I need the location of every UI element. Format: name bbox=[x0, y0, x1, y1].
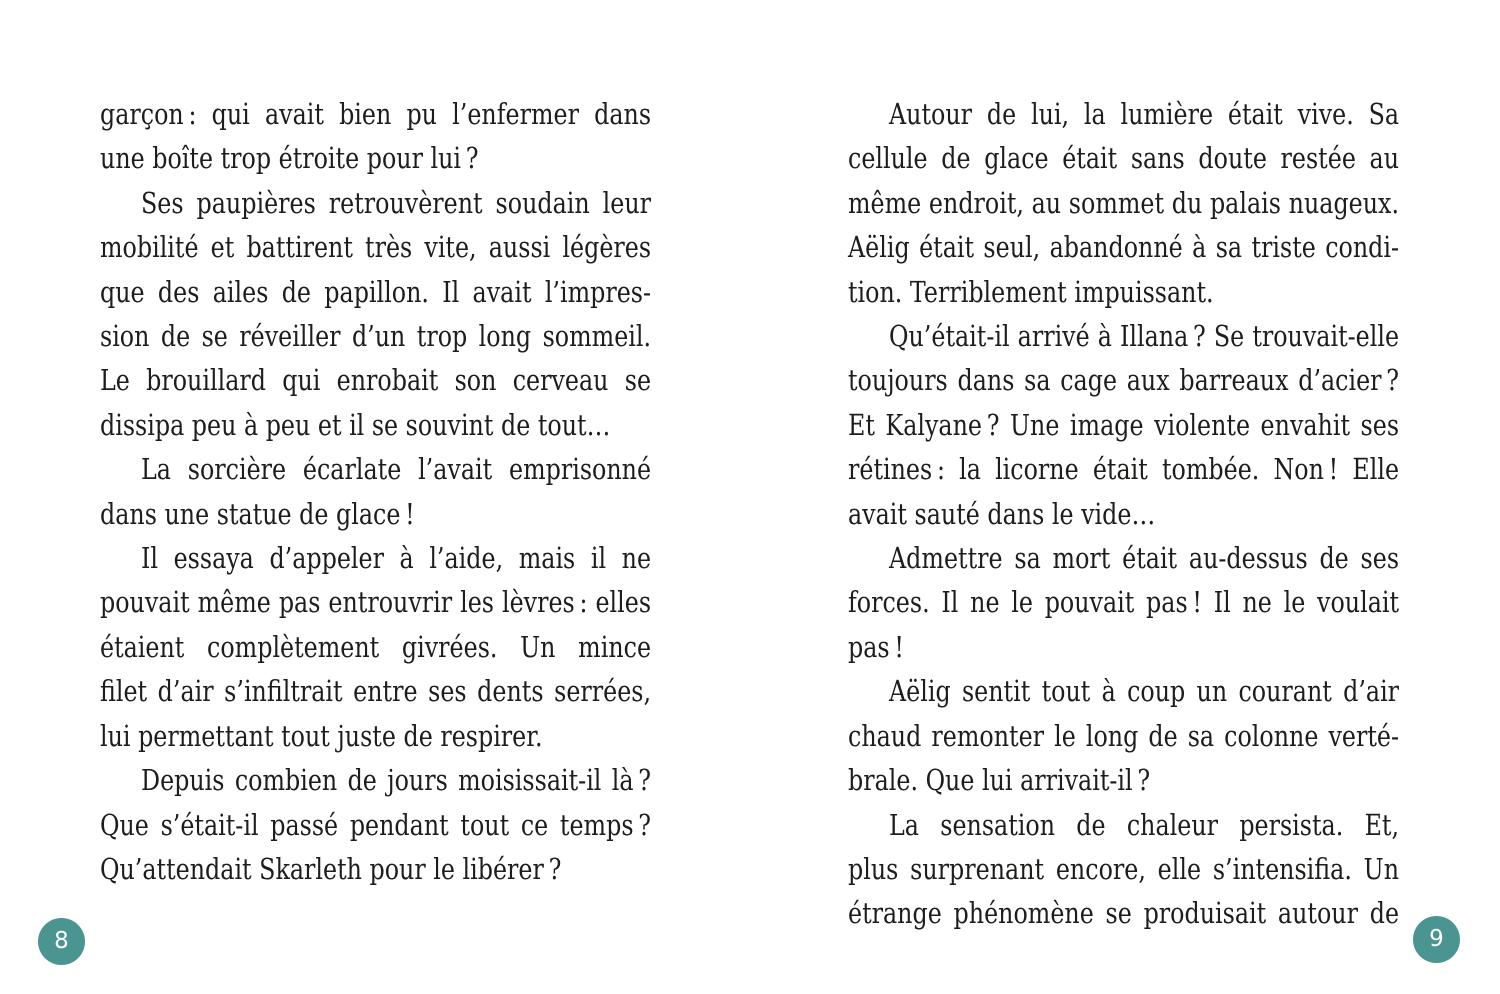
text-line: Qu’était-il arrivé à Illana ? Se trouvait-elle bbox=[889, 319, 1400, 354]
text-line: Et Kalyane ? Une image violente envahit ses bbox=[848, 407, 1400, 442]
text-line: lui permettant tout juste de respirer. bbox=[100, 718, 543, 753]
text-line: dissipa peu à peu et il se souvint de tout… bbox=[100, 407, 611, 442]
text-line: Le brouillard qui enrobait son cerveau se bbox=[100, 363, 652, 398]
text-line: forces. Il ne le pouvait pas ! Il ne le voulait pas ! bbox=[848, 585, 1400, 664]
page-number-badge-right: 9 bbox=[1413, 916, 1460, 963]
text-line: que des ailes de papillon. Il avait l’impres- bbox=[100, 274, 652, 309]
text-line: brale. Que lui arrivait-il ? bbox=[848, 763, 1151, 798]
text-line: La sensation de chaleur persista. Et, bbox=[889, 807, 1400, 842]
text-line: Depuis combien de jours moisissait-il là ? bbox=[141, 763, 652, 798]
text-line: filet d’air s’infiltrait entre ses dents serrées, bbox=[100, 674, 652, 709]
text-line: pouvait même pas entrouvrir les lèvres : elles bbox=[100, 585, 652, 620]
text-line: plus surprenant encore, elle s’intensifia. Un bbox=[848, 851, 1400, 886]
text-line: Il essaya d’appeler à l’aide, mais il ne bbox=[141, 541, 652, 576]
page-number-badge-left: 8 bbox=[38, 918, 85, 965]
text-line: Ses paupières retrouvèrent soudain leur bbox=[141, 185, 652, 220]
text-line: dans une statue de glace ! bbox=[100, 496, 415, 531]
text-line: Aëlig sentit tout à coup un courant d’air bbox=[889, 674, 1400, 709]
text-line: garçon : qui avait bien pu l’enfermer dans bbox=[100, 97, 652, 131]
text-line: Que s’était-il passé pendant tout ce temps ? bbox=[100, 807, 652, 842]
page-left-text-column bbox=[100, 92, 651, 891]
text-line: une boîte trop étroite pour lui ? bbox=[100, 141, 479, 176]
text-line: même endroit, au sommet du palais nuageux. bbox=[848, 185, 1400, 220]
text-line: Aëlig était seul, abandonné à sa triste condi- bbox=[848, 230, 1400, 265]
text-line: rétines : la licorne était tombée. Non ! Elle bbox=[848, 452, 1400, 487]
text-line: sion de se réveiller d’un trop long sommeil. bbox=[100, 319, 652, 354]
text-line: La sorcière écarlate l’avait emprisonné bbox=[141, 452, 652, 487]
text-line: toujours dans sa cage aux barreaux d’acier ? bbox=[848, 363, 1400, 398]
text-line: tion. Terriblement impuissant. bbox=[848, 274, 1214, 309]
text-line: Admettre sa mort était au-dessus de ses bbox=[889, 541, 1400, 576]
text-line: étrange phénomène se produisait autour de bbox=[848, 896, 1400, 931]
text-line: avait sauté dans le vide… bbox=[848, 496, 1156, 531]
text-line: étaient complètement givrées. Un mince bbox=[100, 629, 652, 664]
text-line: cellule de glace était sans doute restée au bbox=[848, 141, 1400, 176]
text-line: Qu’attendait Skarleth pour le libérer ? bbox=[100, 851, 562, 886]
text-line: chaud remonter le long de sa colonne verté- bbox=[848, 718, 1400, 753]
text-line: Autour de lui, la lumière était vive. Sa bbox=[889, 97, 1400, 131]
page-right-text-column bbox=[848, 92, 1399, 936]
text-line: mobilité et battirent très vite, aussi légères bbox=[100, 230, 652, 265]
